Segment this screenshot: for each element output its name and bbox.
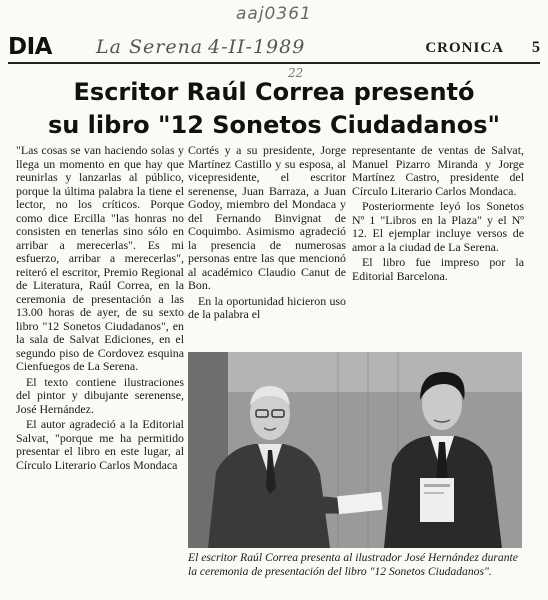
paragraph: En la oportunidad hicieron uso de la palabra el	[188, 293, 346, 321]
photo-caption: El escritor Raúl Correa presenta al ilustrador José Hernández durante la ceremonia de presentación del libro "12 Sonetos Ciudadanos".	[188, 551, 518, 578]
article-headline	[24, 76, 524, 142]
paragraph: representante de ventas de Salvat, Manuel Pizarro Miranda y Jorge Martínez Castro, presidente del Círculo Literario Carlos Mondaca.	[352, 143, 524, 198]
section-label: CRONICA	[425, 40, 504, 56]
article-column-1	[16, 144, 184, 474]
newspaper-header	[8, 34, 540, 62]
handwritten-source: La Serena	[96, 36, 204, 58]
article-photo	[188, 352, 522, 548]
handwritten-archive-code: aaj0361	[236, 4, 312, 24]
headline-line-2: su libro "12 Sonetos Ciudadanos"	[47, 111, 501, 139]
page-number: 5	[532, 39, 540, 56]
newspaper-name: DIA	[8, 34, 52, 60]
article-column-3	[352, 144, 524, 285]
paragraph: Cortés y a su presidente, Jorge Martínez Castillo y su esposa, al vicepresidente, el escritor serenense, Juan Barraza, a Juan Godoy, miembro del Mondaca y del Fernando Binvignat de Coquimbo. Asimismo agradeció la presencia de numerosas personas entre las que mencionó al académico Claudio Canut de Bon.	[188, 143, 346, 292]
header-rule	[8, 62, 540, 64]
paragraph: "Las cosas se van haciendo solas y llega un momento en que hay que reunirlas y lanzarlas al público, porque la última palabra la tiene el lector, no los críticos. Porque como dice Ercilla "las honras no consisten en tenerlas sino sólo en arribar a merecerlas". Es mi esfuerzo, arribar a merecerlas", reiteró el escritor, Premio Regional de Literatura, Raúl Correa, en la ceremonia de presentación a las 13.00 horas de ayer, de su sexto libro "12 Sonetos Ciudadanos", en la sala de Salvat Ediciones, en el segundo piso de Cordovez esquina Cienfuegos de La Serena.	[16, 143, 184, 373]
paragraph: El libro fue impreso por la Editorial Barcelona.	[352, 255, 524, 283]
headline-line-1: Escritor Raúl Correa presentó	[73, 78, 475, 106]
paragraph: Posteriormente leyó los Sonetos Nº 1 "Libros en la Plaza" y el Nº 12. El ejemplar incluye versos de amor a la ciudad de La Serena.	[352, 199, 524, 254]
article-column-2	[188, 144, 346, 324]
handwritten-date: 4-II-1989	[208, 36, 306, 58]
paragraph: El autor agradeció a la Editorial Salvat, "porque me ha permitido presentar el libro en este lugar, al Círculo Literario Carlos Mondaca	[16, 417, 184, 472]
paragraph: El texto contiene ilustraciones del pintor y dibujante serenense, José Hernández.	[16, 374, 184, 416]
handwritten-side-mark: 22	[288, 66, 304, 80]
